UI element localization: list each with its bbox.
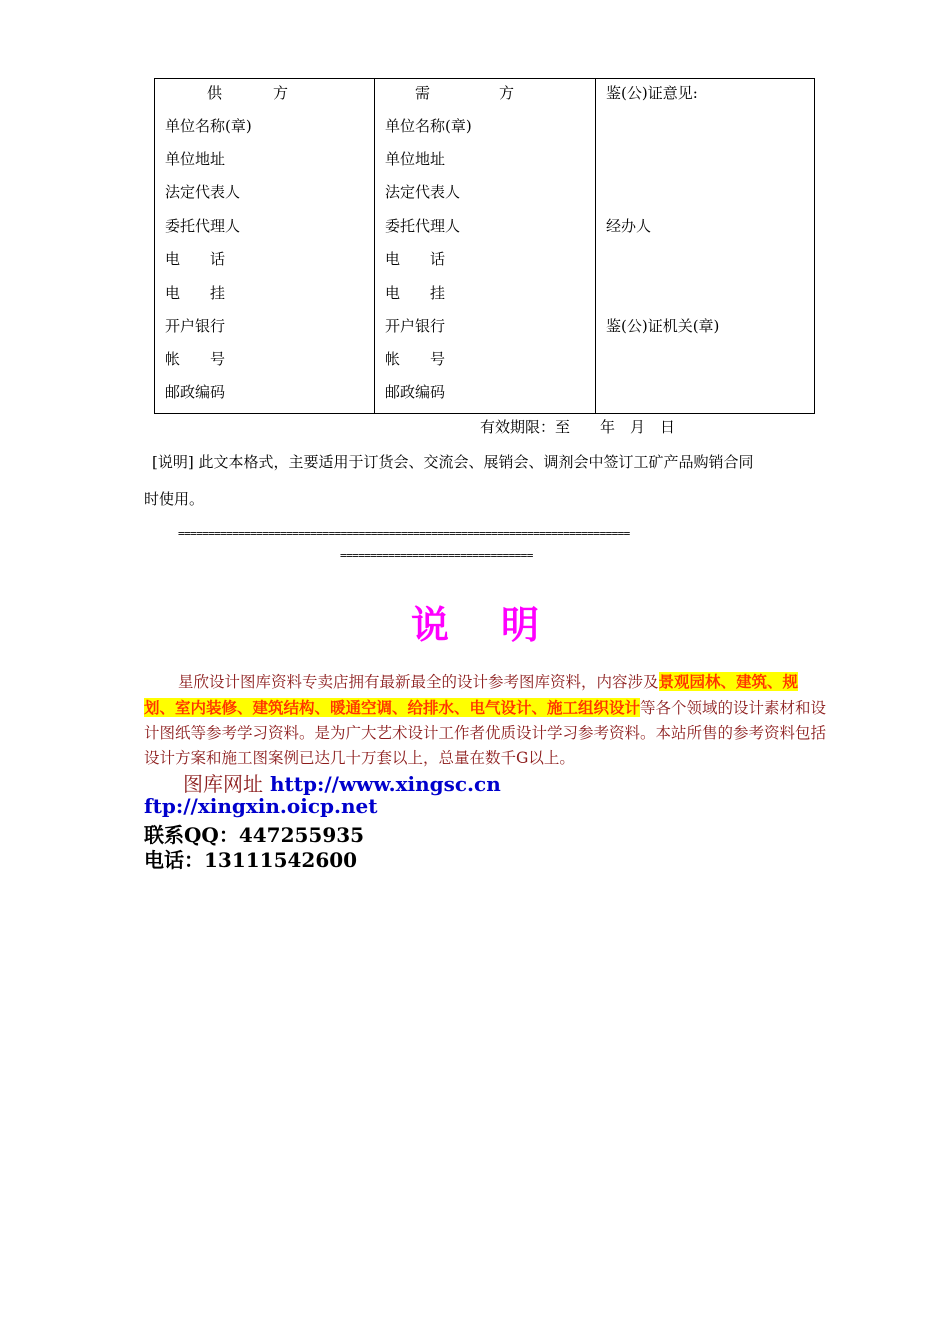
buyer-postcode: 邮政编码 [385,383,446,401]
explanation-intro: 星欣设计图库资料专卖店拥有最新最全的设计参考图库资料，内容涉及 [178,673,659,691]
explanation-highlight: 景观园林、建筑、规划、室内装修、建筑结构、暖通空调、给排水、电气设计、施工组织设计 [144,672,799,717]
supplier-bank: 开户银行 [165,317,226,335]
buyer-telegraph: 电 挂 [385,284,446,302]
buyer-header-char-1: 需 [415,84,431,102]
notary-column [596,79,814,413]
supplier-header-char-1: 供 [207,84,223,102]
buyer-address: 单位地址 [385,150,446,168]
explanation-title [0,594,950,649]
supplier-header-char-2: 方 [273,84,289,102]
site-label: 图库网址 [183,772,263,796]
validity-period: 有效期限：至 年 月 日 [480,418,676,436]
note-line-1: [说明] 此文本格式，主要适用于订货会、交流会、展销会、调剂会中签订工矿产品购销合同 [152,453,754,471]
separator-line-1: =========================================================================== [178,527,630,540]
ftp-link[interactable]: ftp://xingxin.oicp.net [144,794,378,818]
supplier-legal-rep: 法定代表人 [165,183,241,201]
supplier-column [155,79,375,413]
explanation-title-char-2: 明 [501,603,540,647]
separator-line-2: ================================ [340,549,533,562]
buyer-legal-rep: 法定代表人 [385,183,461,201]
supplier-account: 帐 号 [165,350,226,368]
buyer-account: 帐 号 [385,350,446,368]
notary-opinion-label: 鉴(公)证意见: [606,84,698,102]
site-url-link[interactable]: http://www.xingsc.cn [269,772,501,796]
notary-handler-label: 经办人 [606,217,652,235]
buyer-header-char-2: 方 [499,84,515,102]
buyer-bank: 开户银行 [385,317,446,335]
supplier-postcode: 邮政编码 [165,383,226,401]
supplier-telegraph: 电 挂 [165,284,226,302]
supplier-unit-name: 单位名称(章) [165,117,252,135]
note-line-2: 时使用。 [144,490,205,508]
explanation-title-char-1: 说 [410,603,449,647]
phone-contact: 电话：13111542600 [144,848,358,872]
buyer-phone: 电 话 [385,250,446,268]
buyer-unit-name: 单位名称(章) [385,117,472,135]
supplier-phone: 电 话 [165,250,226,268]
qq-contact: 联系QQ：447255935 [144,823,365,847]
buyer-agent: 委托代理人 [385,217,461,235]
supplier-address: 单位地址 [165,150,226,168]
notary-seal-label: 鉴(公)证机关(章) [606,317,720,335]
contract-signature-table [154,78,815,414]
explanation-rest: 等各个领域的设计素材和设计图纸等参考学习资料。是为广大艺术设计工作者优质设计学习参考资料。本站所售的参考资料包括设计方案和施工图案例已达几十万套以上，总量在数千G以上。 [144,699,827,767]
site-line [183,768,501,797]
supplier-agent: 委托代理人 [165,217,241,235]
buyer-column [375,79,596,413]
explanation-paragraph [144,669,828,771]
